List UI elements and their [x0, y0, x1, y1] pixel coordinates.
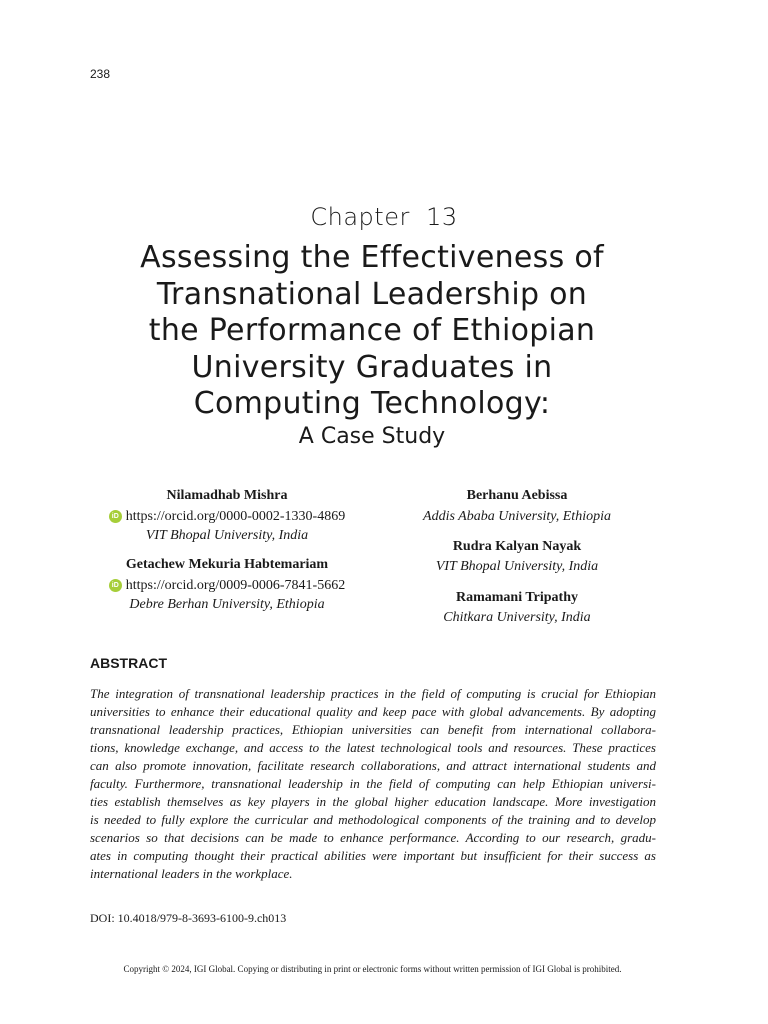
- title-line: Computing Technology:: [193, 386, 551, 421]
- title-line: Transnational Leadership on: [156, 276, 588, 312]
- chapter-subtitle: A Case Study: [298, 424, 446, 449]
- orcid-url[interactable]: https://orcid.org/0009-0006-7841-5662: [125, 578, 346, 593]
- abstract-line: ates in computing thought their practical abilities were important but insufficient for their success as: [90, 848, 656, 863]
- author-name: Nilamadhab Mishra: [166, 488, 288, 503]
- author-name: Ramamani Tripathy: [456, 590, 578, 605]
- author-block: [390, 588, 644, 627]
- title-line: University Graduates in: [191, 349, 553, 385]
- abstract-line: universities to enhance their educational quality and keep pace with global advancements. By adopting: [90, 704, 656, 719]
- author-affiliation: Debre Berhan University, Ethiopia: [129, 597, 325, 612]
- orcid-url[interactable]: https://orcid.org/0000-0002-1330-4869: [125, 509, 346, 524]
- author-block: [90, 555, 364, 614]
- abstract-line: The integration of transnational leadership practices in the field of computing is crucial for Ethiopian: [90, 686, 656, 701]
- author-block: [390, 537, 644, 576]
- abstract-line: transnational leadership practices, Ethiopian universities can benefit from international collabora-: [90, 722, 656, 737]
- chapter-label: Chapter 13: [310, 203, 458, 231]
- abstract-line: scenarios so that decisions can be made to enhance performance. According to our research, gradu-: [90, 830, 656, 845]
- author-name: Rudra Kalyan Nayak: [452, 539, 582, 554]
- copyright-notice: Copyright © 2024, IGI Global. Copying or distributing in print or electronic forms without written permission of IGI Global is prohibited.: [123, 964, 622, 974]
- page-number: 238: [90, 67, 111, 81]
- author-name: Getachew Mekuria Habtemariam: [125, 557, 329, 572]
- orcid-icon: iD: [109, 579, 122, 592]
- title-line: the Performance of Ethiopian: [148, 313, 596, 348]
- author-affiliation: VIT Bhopal University, India: [145, 528, 309, 543]
- orcid-icon: iD: [109, 510, 122, 523]
- author-name: Berhanu Aebissa: [466, 488, 568, 503]
- abstract-body: [90, 685, 656, 883]
- chapter-title: [60, 240, 684, 423]
- abstract-line: is needed to fully explore the curricular and methodological components of the training and to develop: [90, 812, 656, 827]
- author-affiliation: Chitkara University, India: [443, 610, 591, 625]
- author-affiliation: Addis Ababa University, Ethiopia: [423, 509, 611, 524]
- abstract-line: faculty. Furthermore, transnational leadership in the field of computing can help Ethiopian universi-: [90, 776, 656, 791]
- abstract-line: can also promote innovation, facilitate research collaborations, and attract international students and: [90, 758, 656, 773]
- author-affiliation: VIT Bhopal University, India: [435, 559, 599, 574]
- orcid-link[interactable]: [109, 507, 345, 526]
- abstract-heading: ABSTRACT: [90, 655, 167, 671]
- doi: DOI: 10.4018/979-8-3693-6100-9.ch013: [90, 911, 287, 925]
- author-block: [90, 486, 364, 545]
- author-block: [390, 486, 644, 526]
- orcid-link[interactable]: [109, 576, 345, 595]
- abstract-line: ties establish themselves as key players in the global higher education landscape. More investigation: [90, 794, 656, 809]
- abstract-line: tions, knowledge exchange, and access to the latest technological tools and resources. These practices: [90, 740, 656, 755]
- abstract-line: international leaders in the workplace.: [90, 866, 293, 881]
- title-line: Assessing the Effectiveness of: [140, 240, 604, 275]
